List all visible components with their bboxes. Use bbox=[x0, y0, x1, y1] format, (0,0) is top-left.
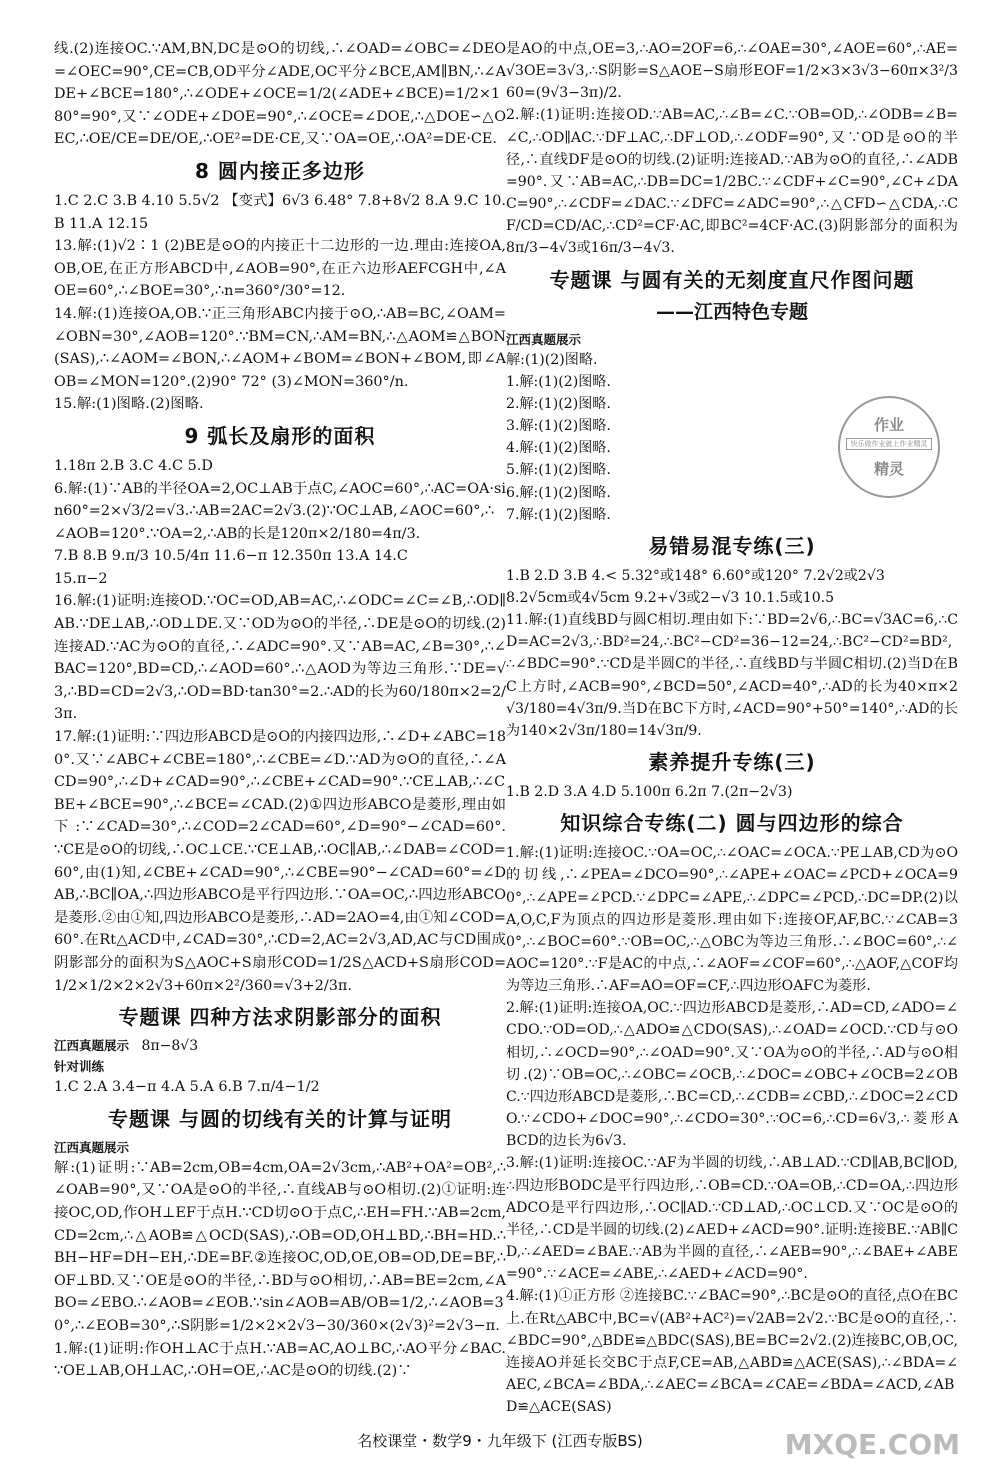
answer-line: 14.解:(1)连接OA,OB.∵正三角形ABC内接于⊙O,∴AB=BC,∠OAM=∠OBN=30°,∠AOB=120°.∵BM=CN,∴AM=BN,∴△AOM≌△BON(SAS),∴∠AOM=∠BON,∴∠AOM+∠BOM=∠BON+∠BOM,即∠AOB=∠MON=120°.(2)90° 72° (3)∠MON=360°/n. bbox=[54, 305, 506, 390]
zuoye-jingling-stamp bbox=[838, 396, 940, 498]
answer-line: 1.18π 2.B 3.C 4.C 5.D bbox=[54, 457, 213, 474]
answer-line: 1.解:(1)(2)图略. bbox=[506, 373, 611, 390]
right-intro-text: 是AO的中点,OE=3,∴AO=2OF=6,∴∠OAE=30°,∠AOE=60°,∴AE=√3OE=3√3,∴S阴影=S△AOE−S扇形EOF=1/2×3×3√3−60π×3²/360=(9√3−3π)/2. bbox=[506, 41, 958, 102]
answer-line: 2.解:(1)证明:连接OD.∵AB=AC,∴∠B=∠C.∵OB=OD,∴∠ODB=∠B=∠C,∴OD∥AC.∵DF⊥AC,∴DF⊥OD,∴∠ODF=90°,又∵OD是⊙O的半径,∴直线DF是⊙O的切线.(2)证明:连接AD.∵AB为⊙O的直径,∴∠ADB=90°.又∵AB=AC,∴DB=DC=1/2BC.∵∠CDF+∠C=90°,∠C+∠DAC=90°,∴∠CDF=∠DAC.∵∠DFC=∠ADC=90°,∴△CFD∽△CDA,∴CF/CD=CD/AC,∴CD²=CF·AC,即BC²=4CF·AC.(3)阴影部分的面积为8π/3−4√3或16π/3−4√3. bbox=[506, 107, 958, 257]
jiangxi-label-text: 江西真题展示 bbox=[54, 1038, 130, 1054]
answer-line: 4.解:(1)(2)图略. bbox=[506, 440, 611, 457]
stamp-bottom-text: 精灵 bbox=[873, 460, 904, 478]
jiangxi-label bbox=[54, 1036, 506, 1054]
jiangxi-label: 江西真题展示 bbox=[54, 1139, 130, 1155]
section-title-comprehensive: 知识综合专练(二) 圆与四边形的综合 bbox=[560, 811, 904, 836]
answer-line: 17.解:(1)证明:∵四边形ABCD是⊙O的内接四边形,∴∠D+∠ABC=180°.又∵∠ABC+∠CBE=180°,∴∠CBE=∠D.∵AD为⊙O的直径,∴∠ACD=90°,∴∠D+∠CAD=90°,∴∠CBE+∠CAD=90°.∵CE⊥AB,∴∠CBE+∠BCE=90°,∴∠BCE=∠CAD.(2)①四边形ABCO是菱形,理由如下:∵∠CAD=30°,∴∠COD=2∠CAD=60°,∠D=90°−∠CAD=60°.∵CE是⊙O的切线,∴OC⊥CE.∵CE⊥AB,∴OC∥AB,∴∠DAB=∠COD=60°,由(1)知,∠CBE+∠CAD=90°,∴∠CBE=90°−∠CAD=60°=∠DAB,∴BC∥OA,∴四边形ABCO是平行四边形.∵OA=OC,∴四边形ABCO是菱形.②由①知,四边形ABCO是菱形,∴AD=2AO=4,由①知∠COD=60°.在Rt△ACD中,∠CAD=30°,∴CD=2,AC=2√3,AD,AC与CD围成阴影部分的面积为S△AOC+S扇形COD=1/2S△ACD+S扇形COD=1/2×1/2×2×2√3+60π×2²/360=√3+2/3π. bbox=[54, 729, 506, 994]
answer-line: 解:(1)(2)图略. bbox=[506, 351, 598, 368]
answer-line: 6.解:(1)∵AB的半径OA=2,OC⊥AB于点C,∠AOC=60°,∴AC=OA·sin60°=2×√3/2=√3.∴AB=2AC=2√3.(2)∵OC⊥AB,∠AOC=60°,∴∠AOB=120°.∵OA=2,∴AB的长是120π×2/180=4π/3. bbox=[54, 480, 506, 542]
answer-line: 7.解:(1)(2)图略. bbox=[506, 506, 611, 523]
answer-line: 6.解:(1)(2)图略. bbox=[506, 484, 611, 501]
answer-line: 1.解:(1)证明:连接OC.∵OA=OC,∴∠OAC=∠OCA.∵PE⊥AB,CD为⊙O的切线,∴∠PEA=∠DCO=90°,∴∠APE+∠OAC=∠PCD+∠OCA=90°,∴∠APE=∠PCD.∵∠DPC=∠APE,∴∠DPC=∠PCD,∴DC=DP.(2)以A,O,C,F为顶点的四边形是菱形.理由如下:连接OF,AF,BC.∵∠CAB=30°,∴∠BOC=60°.∵OB=OC,∴△OBC为等边三角形.∴∠BOC=60°,∴∠AOC=120°.∵F是AC的中点,∴∠AOF=∠COF=60°,∴△AOF,△COF均为等边三角形.∴AF=AO=OF=CF,∴四边形OAFC为菱形. bbox=[506, 845, 958, 995]
jiangxi-answer: 8π−8√3 bbox=[141, 1038, 199, 1055]
answer-line: 11.解:(1)直线BD与圆C相切.理由如下:∵BD=2√6,∴BC=√3AC=6,∴CD=AC=2√3,∴BD²=24,∴BC²−CD²=36−12=24,∴BC²−CD²=BD²,∴∠BDC=90°.∵CD是半圆C的半径,∴直线BD与半圆C相切.(2)当D在BC上方时,∠ACB=90°,∠BCD=50°,∠ACD=40°,∴AD的长为40×π×2√3/180=4√3π/9.当D在BC下方时,∠ACD=90°+50°=140°,∴AD的长为140×2√3π/180=14√3π/9. bbox=[506, 612, 958, 739]
answer-line: 1.解:(1)证明:作OH⊥AC于点H.∵AB=AC,AO⊥BC,∴AO平分∠BAC.∵OE⊥AB,OH⊥AC,∴OH=OE,∴AC是⊙O的切线.(2)∵ bbox=[54, 1340, 506, 1380]
left-column bbox=[54, 38, 506, 1383]
answer-line: 1.C 2.A 3.4−π 4.A 5.A 6.B 7.π/4−1/2 bbox=[54, 1079, 320, 1096]
answer-line: 7.B 8.B 9.π/3 10.5/4π 11.6−π 12.350π 13.A 14.C bbox=[54, 548, 408, 565]
answer-line: 5.解:(1)(2)图略. bbox=[506, 462, 611, 479]
stamp-top-text: 作业 bbox=[873, 416, 904, 434]
left-intro-text: 线.(2)连接OC.∵AM,BN,DC是⊙O的切线,∴∠OAD=∠OBC=∠DEO=∠OEC=90°,CE=CB,OD平分∠ADE,OC平分∠BCE,AM∥BN,∴∠ADE+∠BCE=180°,∴∠ODE+∠OCE=1/2(∠ADE+∠BCE)=1/2×180°=90°,又∵∠ODE+∠DOE=90°,∴∠OCE=∠DOE,∴△DOE∽△OEC,∴OE/CE=DE/OE,∴OE²=DE·CE,又∵OA=OE,∴OA²=DE·CE. bbox=[54, 41, 506, 148]
answer-line: 3.解:(1)证明:连接OC.∵AF为半圆的切线,∴AB⊥AD.∵CD∥AB,BC∥OD,∴四边形BODC是平行四边形,∴OB=CD.∵OA=OB,∴CD=OA,∴四边形ADCO是平行四边形,∴OC∥AD.∵CD⊥AD,∴OC⊥CD.又∵OC是⊙O的半径,∴CD是半圆的切线.(2)∠AED+∠ACD=90°.证明:连接BE.∵AB∥CD,∴∠AED=∠BAE.∵AB为半圆的直径,∴∠AEB=90°,∴∠BAE+∠ABE=90°.∵∠ACE=∠ABE,∴∠AED+∠ACD=90°. bbox=[506, 1155, 958, 1283]
section-title-tangent: 专题课 与圆的切线有关的计算与证明 bbox=[108, 1106, 452, 1131]
section-title-shadow: 专题课 四种方法求阴影部分的面积 bbox=[118, 1005, 442, 1030]
answer-line: 2.解:(1)证明:连接OA,OC.∵四边形ABCD是菱形,∴AD=CD,∠ADO=∠CDO.∵OD=OD,∴△ADO≌△CDO(SAS),∴∠OAD=∠OCD.∵CD与⊙O相切,∴∠OCD=90°,∴∠OAD=90°.又∵OA为⊙O的半径,∴AD与⊙O相切.(2)∵OB=OC,∴∠OBC=∠OCB,∴∠DOC=∠OBC+∠OCB=2∠OBC.∵四边形ABCD是菱形,∴BC=CD,∴∠CDB=∠CBD,∴∠DOC=2∠CDO.∵∠CDO+∠DOC=90°,∴∠CDO=30°.∵OC=6,∴CD=6√3,∴菱形ABCD的边长为6√3. bbox=[506, 1000, 958, 1150]
section-title-error: 易错易混专练(三) bbox=[648, 533, 816, 558]
answer-line: 1.B 2.D 3.A 4.D 5.100π 6.2π 7.(2π−2√3) bbox=[506, 784, 793, 801]
answer-line: 3.解:(1)(2)图略. bbox=[506, 418, 611, 435]
answer-line: 16.解:(1)证明:连接OD.∵OC=OD,AB=AC,∴∠ODC=∠C=∠B,∴OD∥AB.∵DE⊥AB,∴OD⊥DE.又∵OD为⊙O的半径,∴DE是⊙O的切线.(2)连接AD.∵AC为⊙O的直径,∴∠ADC=90°.又∵AB=AC,∠B=30°,∴∠BAC=120°,BD=CD,∴∠AOD=60°.∴△AOD为等边三角形.∵DE=√3,∴BD=CD=2√3,∴OD=BD·tan30°=2.∴AD的长为60/180π×2=2/3π. bbox=[54, 593, 506, 723]
page-footer: 名校课堂・数学9・九年级下 (江西专版BS) bbox=[357, 1432, 643, 1450]
practice-label: 针对训练 bbox=[54, 1059, 105, 1075]
answer-line: 15.π−2 bbox=[54, 570, 108, 587]
answer-line: 1.C 2.C 3.B 4.10 5.5√2 【变式】6√3 6.48° 7.8+8√2 8.A 9.C 10.B 11.A 12.15 bbox=[54, 192, 506, 232]
section-title-9: 9 弧长及扇形的面积 bbox=[184, 423, 376, 448]
jiangxi-label: 江西真题展示 bbox=[506, 331, 582, 347]
answer-line: 8.2√5cm或4√5cm 9.2+√3或2−√3 10.1.5或10.5 bbox=[506, 589, 835, 606]
site-watermark: MXQE.COM bbox=[784, 1428, 960, 1461]
answer-line: 13.解:(1)√2∶1 (2)BE是⊙O的内接正十二边形的一边.理由:连接OA,OB,OE,在正方形ABCD中,∠AOB=90°,在正六边形AEFCGH中,∠AOE=60°,∴∠BOE=30°,∴n=360°/30°=12. bbox=[54, 238, 506, 300]
answer-line: 4.解:(1)①正方形 ②连接BC.∵∠BAC=90°,∴BC是⊙O的直径,点O在BC上.在Rt△ABC中,BC=√(AB²+AC²)=√2AB=2√2.∵BC是⊙O的直径,∴∠BDC=90°,△BDE≌△BDC(SAS),BE=BC=2√2.(2)连接BC,OB,OC,连接AO并延长交BC于点F,CE=AB,△ABD≌△ACE(SAS),∴∠BDA=∠AEC,∠BCA=∠BDA,∴∠AEC=∠BCA=∠CAE=∠BDA=∠ACD,∠ABD≌△ACE(SAS) bbox=[506, 1288, 958, 1416]
right-column bbox=[506, 38, 958, 1418]
answer-line: 15.解:(1)图略.(2)图略. bbox=[54, 396, 204, 413]
answer-line: 1.B 2.D 3.B 4.< 5.32°或148° 6.60°或120° 7.2√2或2√3 bbox=[506, 567, 885, 584]
answer-line: 解:(1)证明:∵AB=2cm,OB=4cm,OA=2√3cm,∴AB²+OA²=OB²,∴∠OAB=90°,又∵OA是⊙O的半径,∴直线AB与⊙O相切.(2)①证明:连接OC,OD,作OH⊥EF于点H.∵CD切⊙O于点C,∴EH=FH.∵AB=2cm,CD=2cm,∴△AOB≌△OCD(SAS),∴OB=OD,OH⊥BD,∴BH=HD.∴BH−HF=DH−EH,∴DE=BF.②连接OC,OD,OE,OB=OD,DE=BF,∴OF⊥BD.又∵OE是⊙O的半径,∴BD与⊙O相切,∴AB=BE=2cm,∠ABO=∠EBO.∴∠AOB=∠EOB.∵sin∠AOB=AB/OB=1/2,∴∠AOB=30°,∴∠EOB=30°,∴S阴影=1/2×2×2√3−30/360×(2√3)²=2√3−π. bbox=[54, 1159, 506, 1334]
section-title-ruler: 专题课 与圆有关的无刻度直尺作图问题 bbox=[549, 267, 915, 292]
answer-line: 2.解:(1)(2)图略. bbox=[506, 395, 611, 412]
section-title-literacy: 素养提升专练(三) bbox=[648, 750, 816, 775]
stamp-mid-text: 快乐做作业就上作业精灵 bbox=[846, 438, 932, 450]
section-title-8: 8 圆内接正多边形 bbox=[195, 158, 365, 183]
section-subtitle-ruler: ——江西特色专题 bbox=[655, 300, 808, 323]
